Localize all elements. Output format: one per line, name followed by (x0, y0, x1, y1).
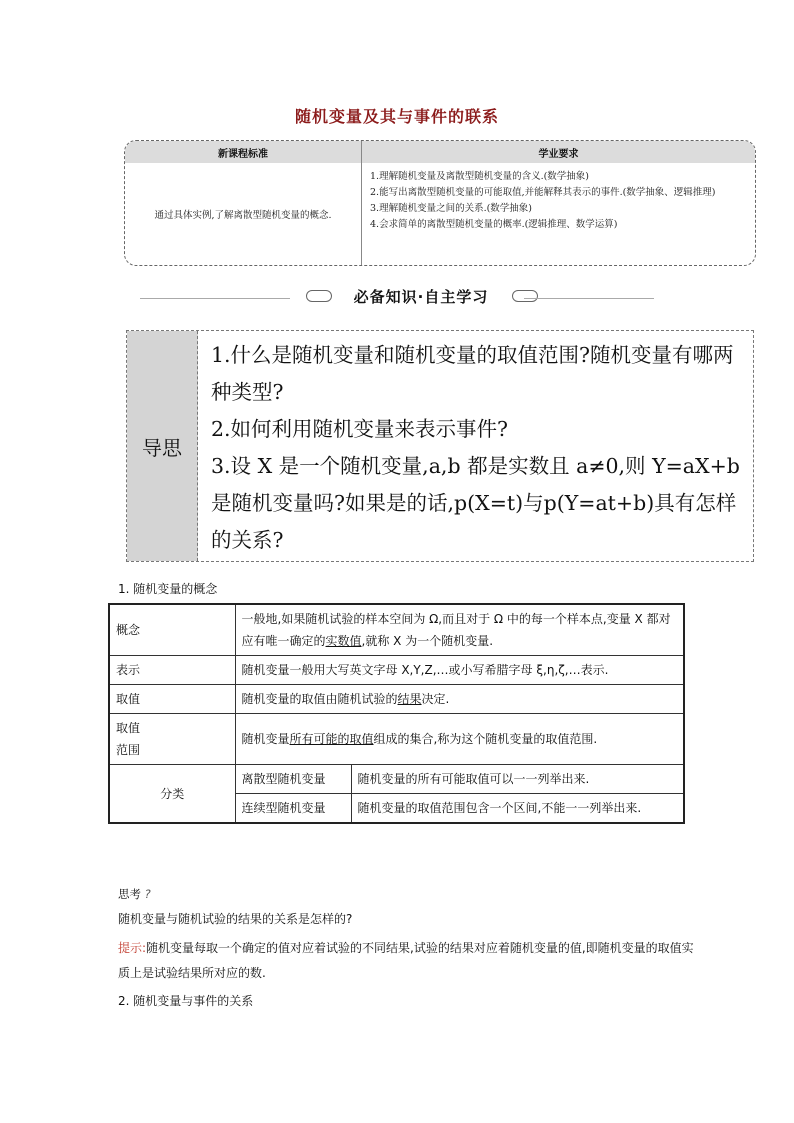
curriculum-box (124, 140, 756, 266)
tip-label: 提示: (118, 941, 147, 955)
row-content: 随机变量的所有可能取值可以一一列举出来. (351, 765, 684, 794)
guide-questions (211, 337, 747, 559)
requirement-item: 4.会求简单的离散型随机变量的概率.(逻辑推理、数学运算) (370, 219, 618, 230)
requirement-item: 3.理解随机变量之间的关系.(数学抽象) (370, 203, 532, 214)
sub-label: 连续型随机变量 (235, 794, 351, 824)
section-heading (140, 286, 654, 314)
requirement-list (362, 163, 755, 265)
requirement-header: 学业要求 (538, 148, 579, 160)
tip-text: 随机变量每取一个确定的值对应着试验的不同结果,试验的结果对应着随机变量的值,即随机变量的取值实质上是试验结果所对应的数. (118, 941, 694, 980)
standard-header: 新课程标准 (125, 141, 362, 163)
curriculum-header (125, 141, 755, 163)
row-label: 概念 (109, 604, 235, 656)
think-label: 思考 ? (118, 887, 151, 901)
row-content: 随机变量一般用大写英文字母 X,Y,Z,…或小写希腊字母 ξ,η,ζ,…表示. (235, 656, 684, 685)
divider (140, 298, 290, 299)
row-content: 一般地,如果随机试验的样本空间为 Ω,而且对于 Ω 中的每一个样本点,变量 X 都对应有唯一确定的实数值,就称 X 为一个随机变量. (235, 604, 684, 656)
concept-table (108, 603, 685, 824)
requirement-item: 2.能写出离散型随机变量的可能取值,并能解释其表示的事件.(数学抽象、逻辑推理) (370, 187, 716, 198)
page-title: 随机变量及其与事件的联系 (294, 107, 499, 126)
guide-box (126, 330, 754, 562)
decor-pill-icon (512, 290, 538, 302)
heading-2: 2. 随机变量与事件的关系 (118, 994, 254, 1008)
table-row (109, 685, 684, 714)
guide-question: 2.如何利用随机变量来表示事件? (211, 417, 509, 441)
guide-question: 3.设 X 是一个随机变量,a,b 都是实数且 a≠0,则 Y=aX+b 是随机变量吗?如果是的话,p(X=t)与p(Y=at+b)具有怎样的关系? (211, 454, 740, 552)
table-row (109, 604, 684, 656)
row-content: 随机变量的取值范围包含一个区间,不能一一列举出来. (351, 794, 684, 824)
guide-question: 1.什么是随机变量和随机变量的取值范围?随机变量有哪两种类型? (211, 343, 734, 404)
row-content: 随机变量的取值由随机试验的结果决定. (235, 685, 684, 714)
table-row (109, 656, 684, 685)
row-label: 分类 (109, 765, 235, 824)
row-label: 取值 (109, 685, 235, 714)
row-label: 取值 范围 (109, 714, 235, 765)
standard-text: 通过具体实例,了解离散型随机变量的概念. (125, 163, 362, 265)
think-question: 随机变量与随机试验的结果的关系是怎样的? (118, 912, 353, 926)
question-mark-icon: ? (141, 887, 151, 901)
requirement-item: 1.理解随机变量及离散型随机变量的含义.(数学抽象) (370, 171, 589, 182)
divider (524, 298, 654, 299)
sub-label: 离散型随机变量 (235, 765, 351, 794)
guide-label: 导思 (127, 331, 198, 561)
decor-pill-icon (306, 290, 332, 302)
tip-block (118, 936, 698, 986)
row-content: 随机变量所有可能的取值组成的集合,称为这个随机变量的取值范围. (235, 714, 684, 765)
row-label: 表示 (109, 656, 235, 685)
table-row (109, 714, 684, 765)
table-row (109, 765, 684, 794)
heading-1: 1. 随机变量的概念 (118, 582, 218, 596)
section-heading-text: 必备知识·自主学习 (353, 288, 489, 306)
